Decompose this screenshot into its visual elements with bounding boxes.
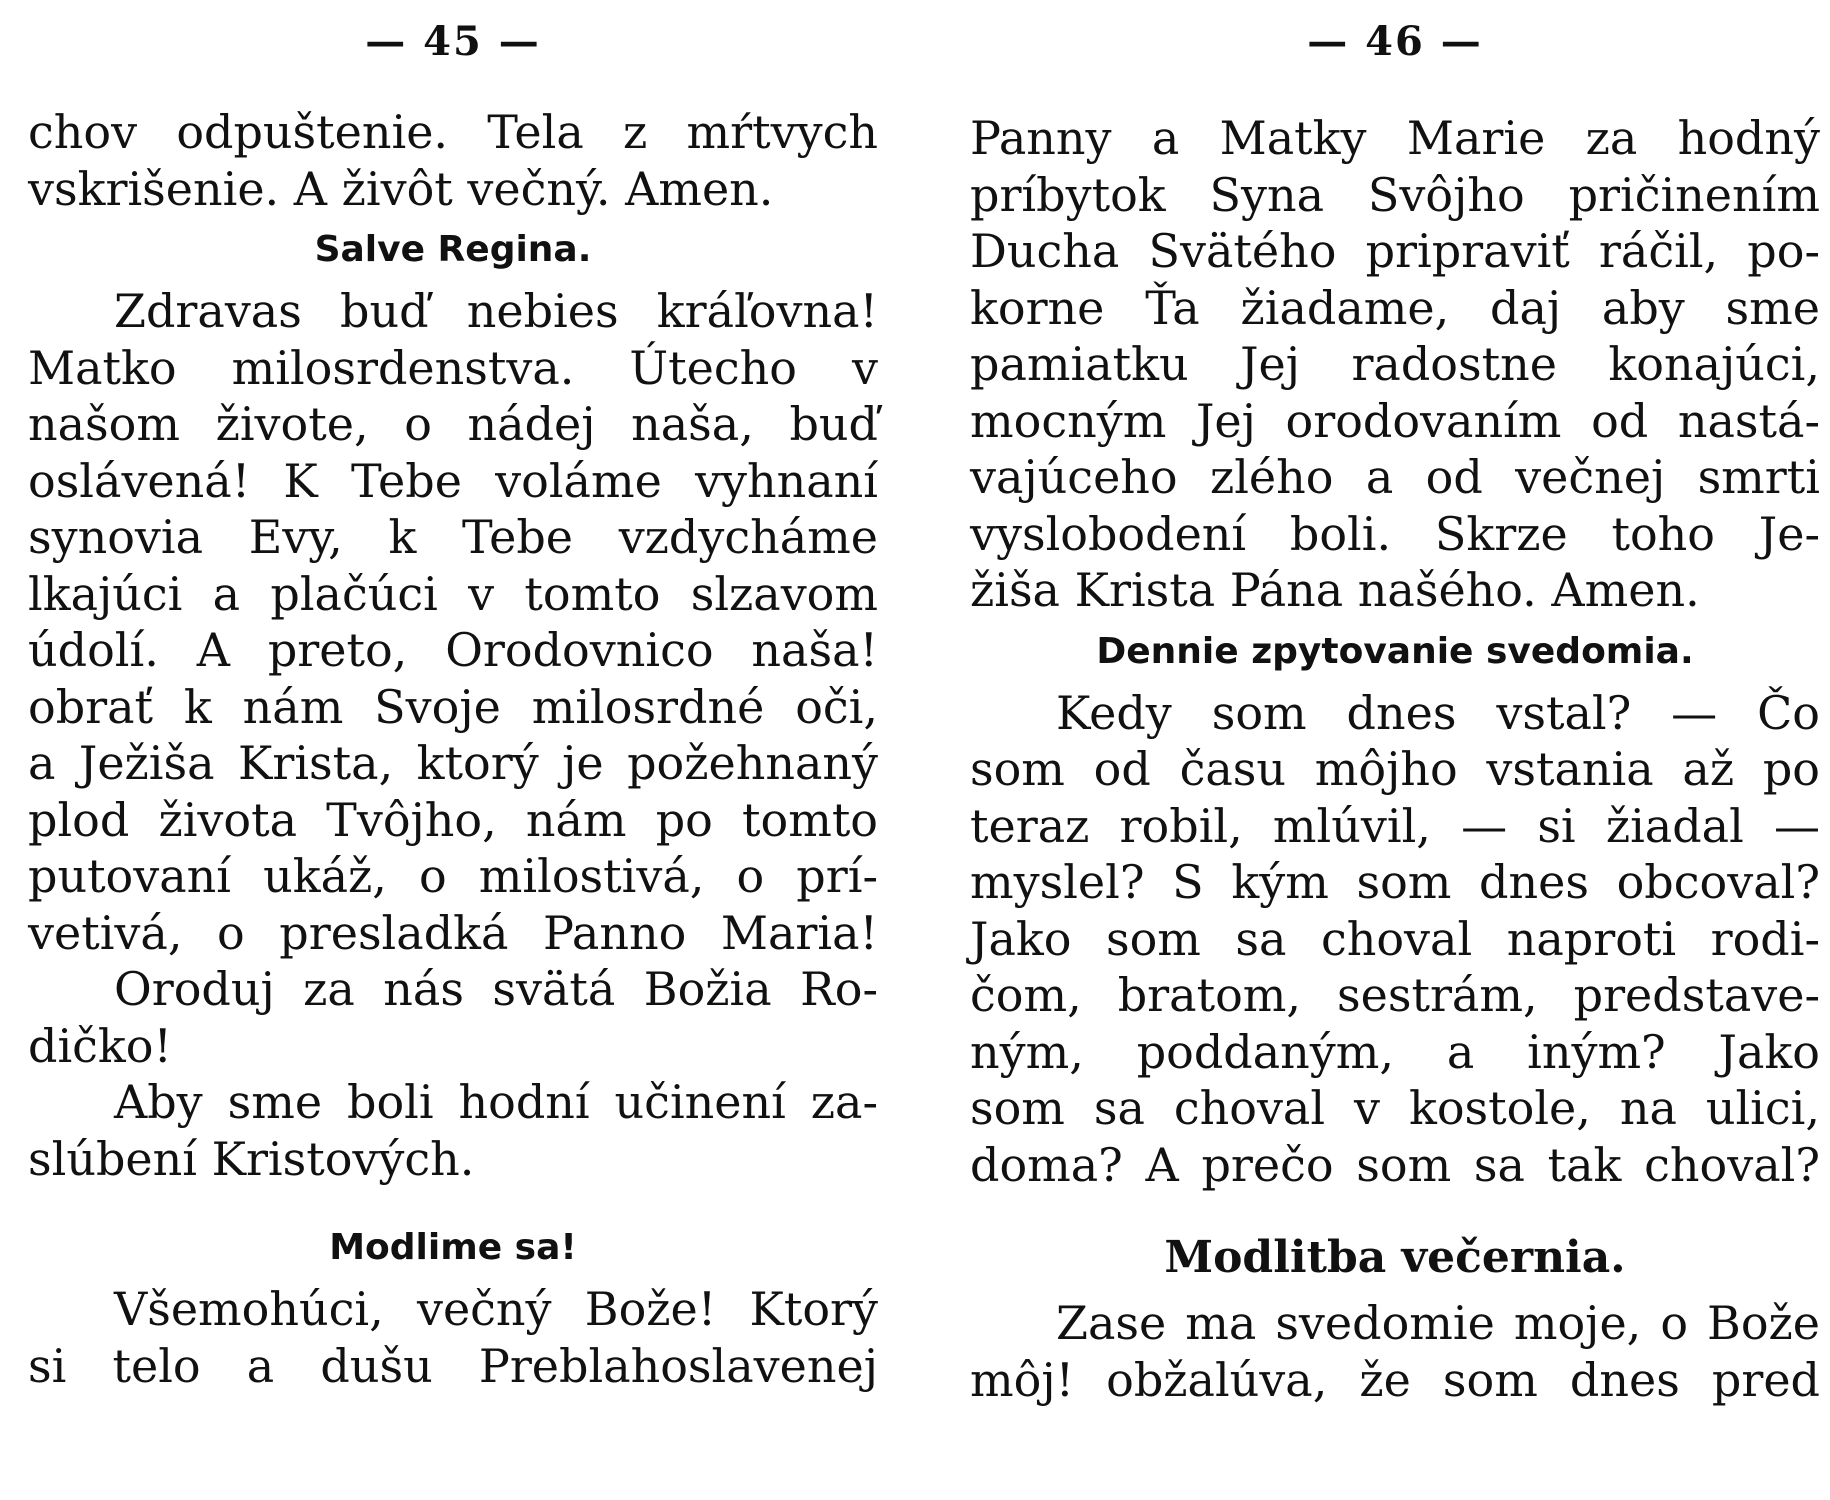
text-line: dičko! <box>28 1018 172 1073</box>
text-line: obrať k nám Svoje milosrdné oči, <box>28 679 878 734</box>
text-line: Oroduj za nás svätá Božia Ro- <box>114 962 878 1016</box>
text-line: vajúceho zlého a od večnej smrti <box>970 450 1820 504</box>
text-line: údolí. A preto, Orodovnico naša! <box>28 623 878 677</box>
text-line: Ducha Svätého pripraviť ráčil, po- <box>970 224 1820 278</box>
page-number: — 45 — <box>365 18 541 65</box>
text-line: myslel? S kým som dnes obcoval? <box>970 855 1820 909</box>
text-line: Aby sme boli hodní učinení za- <box>114 1075 878 1129</box>
text-line: Všemohúci, večný Bože! Ktorý <box>114 1282 878 1336</box>
text-line: teraz robil, mlúvil, — si žiadal — <box>970 798 1820 853</box>
section-heading: Salve Regina. <box>314 229 592 270</box>
text-line: vyslobodení boli. Skrze toho Je- <box>970 506 1820 561</box>
text-line: si telo a dušu Preblahoslavenej <box>28 1338 878 1393</box>
text-line: som od času môjho vstania až po <box>970 742 1820 796</box>
text-line: a Ježiša Krista, ktorý je požehnaný <box>28 736 878 790</box>
text-line: pamiatku Jej radostne konajúci, <box>970 337 1820 391</box>
text-line: našom živote, o nádej naša, buď <box>28 397 878 451</box>
text-line: oslávená! K Tebe voláme vyhnaní <box>28 453 878 508</box>
page-text <box>28 104 878 1394</box>
section-heading: Modlime sa! <box>329 1227 577 1268</box>
text-line: Zase ma svedomie moje, o Bože <box>1056 1296 1820 1350</box>
section-heading: Dennie zpytovanie svedomia. <box>1096 630 1694 672</box>
text-line: chov odpuštenie. Tela z mŕtvych <box>28 105 878 159</box>
text-line: slúbení Kristových. <box>28 1131 475 1186</box>
spacer <box>28 1187 878 1215</box>
text-line: synovia Evy, k Tebe vzdycháme <box>28 510 878 564</box>
text-line: príbytok Syna Svôjho pričinením <box>970 167 1820 222</box>
text-line: ným, poddaným, a iným? Jako <box>970 1024 1820 1079</box>
text-line: mocným Jej orodovaním od nastá- <box>970 393 1820 448</box>
page-number: — 46 — <box>1307 18 1483 65</box>
text-line: môj! obžalúva, že som dnes pred <box>970 1352 1820 1407</box>
section-heading: Modlitba večernia. <box>1164 1232 1626 1283</box>
text-line: Jako som sa choval naproti rodi- <box>970 911 1820 966</box>
text-line: žiša Krista Pána našého. Amen. <box>970 563 1700 617</box>
text-line: Matko milosrdenstva. Útecho v <box>28 340 878 395</box>
text-line: čom, bratom, sestrám, predstave- <box>970 968 1820 1022</box>
text-line: vetivá, o presladká Panno Maria! <box>28 905 878 960</box>
text-line: som sa choval v kostole, na ulici, <box>970 1081 1820 1135</box>
page-text <box>970 110 1820 1408</box>
left-page <box>28 0 878 1500</box>
text-line: Zdravas buď nebies kráľovna! <box>114 284 878 338</box>
text-line: Kedy som dnes vstal? — Čo <box>1056 685 1820 740</box>
text-line: vskrišenie. A živôt večný. Amen. <box>28 161 774 216</box>
text-line: lkajúci a plačúci v tomto slzavom <box>28 566 878 621</box>
text-line: Panny a Matky Marie za hodný <box>970 111 1820 165</box>
text-line: putovaní ukáž, o milostivá, o prí- <box>28 849 878 903</box>
text-line: doma? A prečo som sa tak choval? <box>970 1137 1820 1192</box>
text-line: korne Ťa žiadame, daj aby sme <box>970 280 1820 335</box>
spacer <box>970 1193 1820 1221</box>
right-page <box>970 0 1820 1500</box>
text-line: plod života Tvôjho, nám po tomto <box>28 792 878 847</box>
